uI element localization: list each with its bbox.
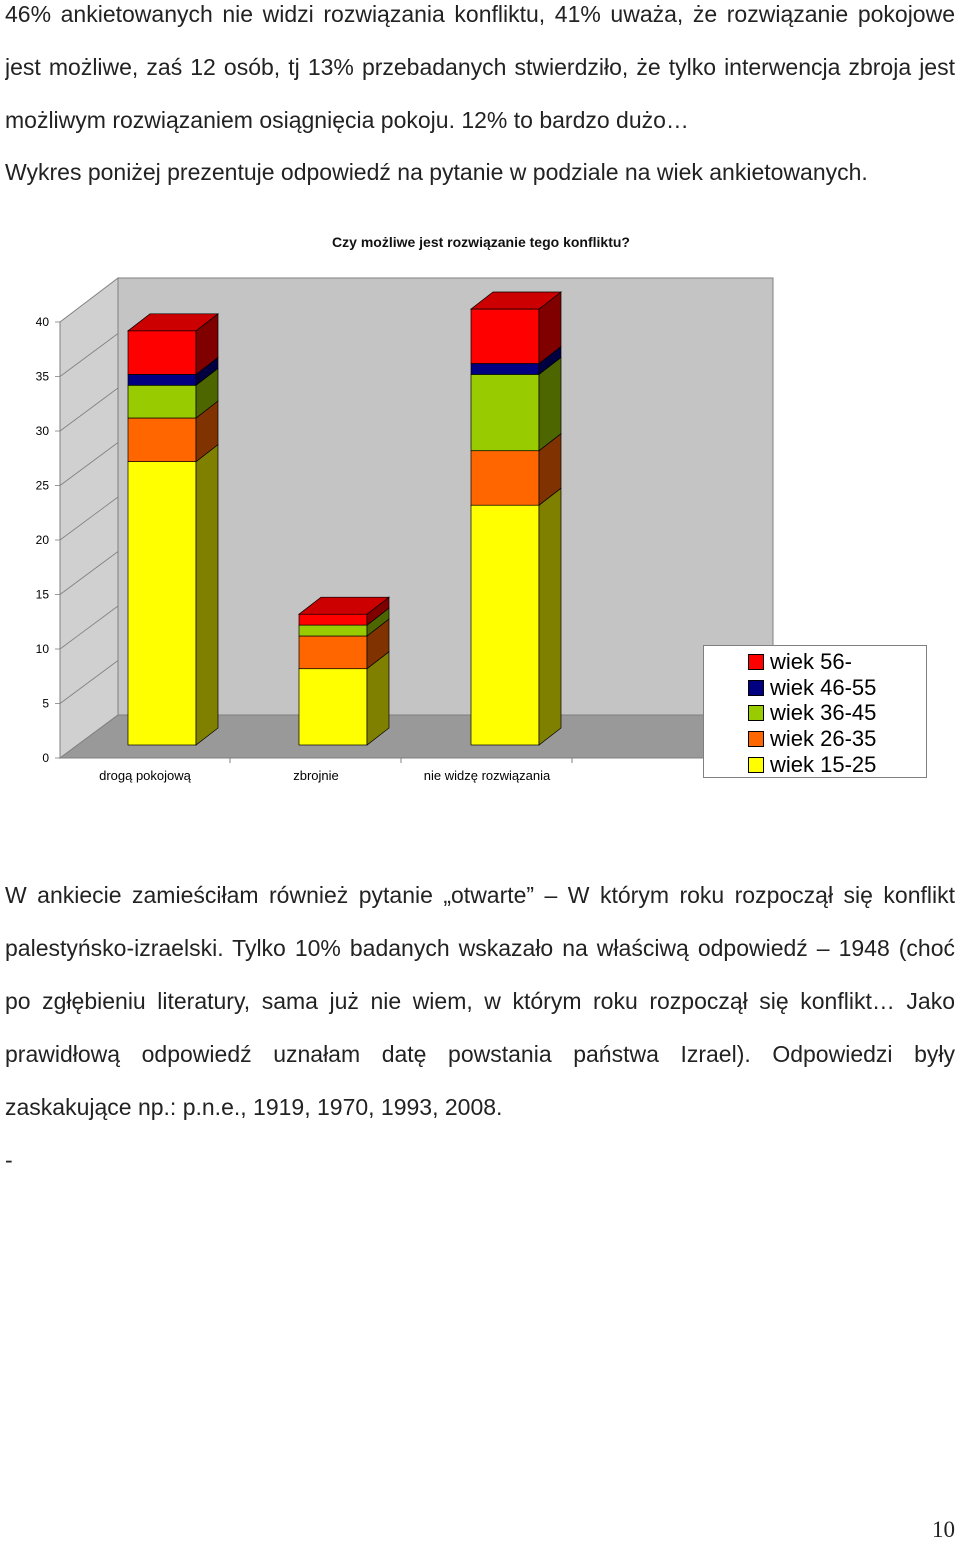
survey-line: palestyńsko-izraelski. Tylko 10% badanych wskazało na właściwą odpowiedź – 1948 (choć — [5, 935, 955, 961]
bar-segment-front — [128, 462, 196, 745]
chart-legend — [703, 645, 927, 778]
legend-swatch — [748, 654, 764, 670]
category-label: zbrojnie — [293, 768, 339, 783]
list-dash: - — [5, 1147, 13, 1173]
y-tick-label: 30 — [35, 424, 49, 438]
y-tick-label: 15 — [35, 587, 49, 602]
y-tick-label: 0 — [42, 751, 49, 765]
y-tick-label: 25 — [35, 478, 49, 493]
intro-line: jest możliwe, zaś 12 osób, tj 13% przebadanych stwierdziło, że tylko interwencja zbroja jest — [5, 54, 955, 80]
legend-label: wiek 15-25 — [770, 752, 877, 777]
legend-item — [748, 726, 923, 752]
intro-line: 46% ankietowanych nie widzi rozwiązania konfliktu, 41% uważa, że rozwiązanie pokojowe — [5, 1, 955, 27]
chart-left-wall — [60, 278, 118, 758]
chart-intro-line: Wykres poniżej prezentuje odpowiedź na pytanie w podziale na wiek ankietowanych. — [5, 159, 868, 185]
y-tick-label: 35 — [35, 369, 49, 384]
legend-item — [748, 700, 923, 726]
legend-label: wiek 56- — [770, 649, 852, 674]
bar-segment-front — [471, 364, 539, 375]
y-tick-label: 5 — [42, 696, 49, 711]
category-label: nie widzę rozwiązania — [423, 768, 551, 783]
bar-segment-front — [128, 331, 196, 375]
bar-segment-front — [471, 505, 539, 745]
bar-segment-front — [471, 451, 539, 506]
bar-segment-side — [539, 488, 561, 745]
bar-segment-front — [128, 418, 196, 462]
y-tick-label: 10 — [35, 642, 49, 656]
legend-swatch — [748, 705, 764, 721]
survey-line: po zgłębieniu literatury, sama już nie wiem, w którym roku rozpoczął się konflikt… Jako — [5, 988, 955, 1014]
bar-stack — [471, 292, 561, 745]
legend-label: wiek 36-45 — [770, 700, 877, 725]
bar-segment-front — [299, 636, 367, 669]
legend-swatch — [748, 680, 764, 696]
y-tick-label: 20 — [35, 533, 49, 547]
legend-label: wiek 46-55 — [770, 675, 877, 700]
bar-stack — [299, 597, 389, 745]
bar-segment-side — [196, 445, 218, 745]
legend-item — [748, 675, 923, 701]
legend-label: wiek 26-35 — [770, 726, 877, 751]
chart-title: Czy możliwe jest rozwiązanie tego konfliktu? — [332, 234, 630, 250]
legend-swatch — [748, 731, 764, 747]
bar-segment-front — [128, 374, 196, 385]
survey-line: zaskakujące np.: p.n.e., 1919, 1970, 1993, 2008. — [5, 1094, 503, 1120]
legend-item — [748, 649, 923, 675]
bar-segment-front — [299, 669, 367, 745]
bar-segment-front — [299, 614, 367, 625]
intro-line: możliwym rozwiązaniem osiągnięcia pokoju. 12% to bardzo dużo… — [5, 107, 689, 133]
y-axis-ticks — [36, 315, 60, 765]
y-tick-label: 40 — [35, 315, 49, 329]
bar-segment-front — [128, 385, 196, 418]
x-axis-ticks — [230, 758, 572, 763]
survey-line: prawidłową odpowiedź uznałam datę powstania państwa Izrael). Odpowiedzi były — [5, 1041, 955, 1067]
page-number: 10 — [932, 1517, 955, 1542]
survey-line: W ankiecie zamieściłam również pytanie „otwarte” – W którym roku rozpoczął się konflikt — [5, 882, 955, 908]
category-label: drogą pokojową — [99, 768, 191, 783]
bar-segment-front — [471, 309, 539, 364]
bar-segment-front — [299, 625, 367, 636]
bar-segment-front — [471, 374, 539, 450]
bar-stack — [128, 314, 218, 745]
legend-swatch — [748, 757, 764, 773]
legend-item — [748, 752, 923, 778]
